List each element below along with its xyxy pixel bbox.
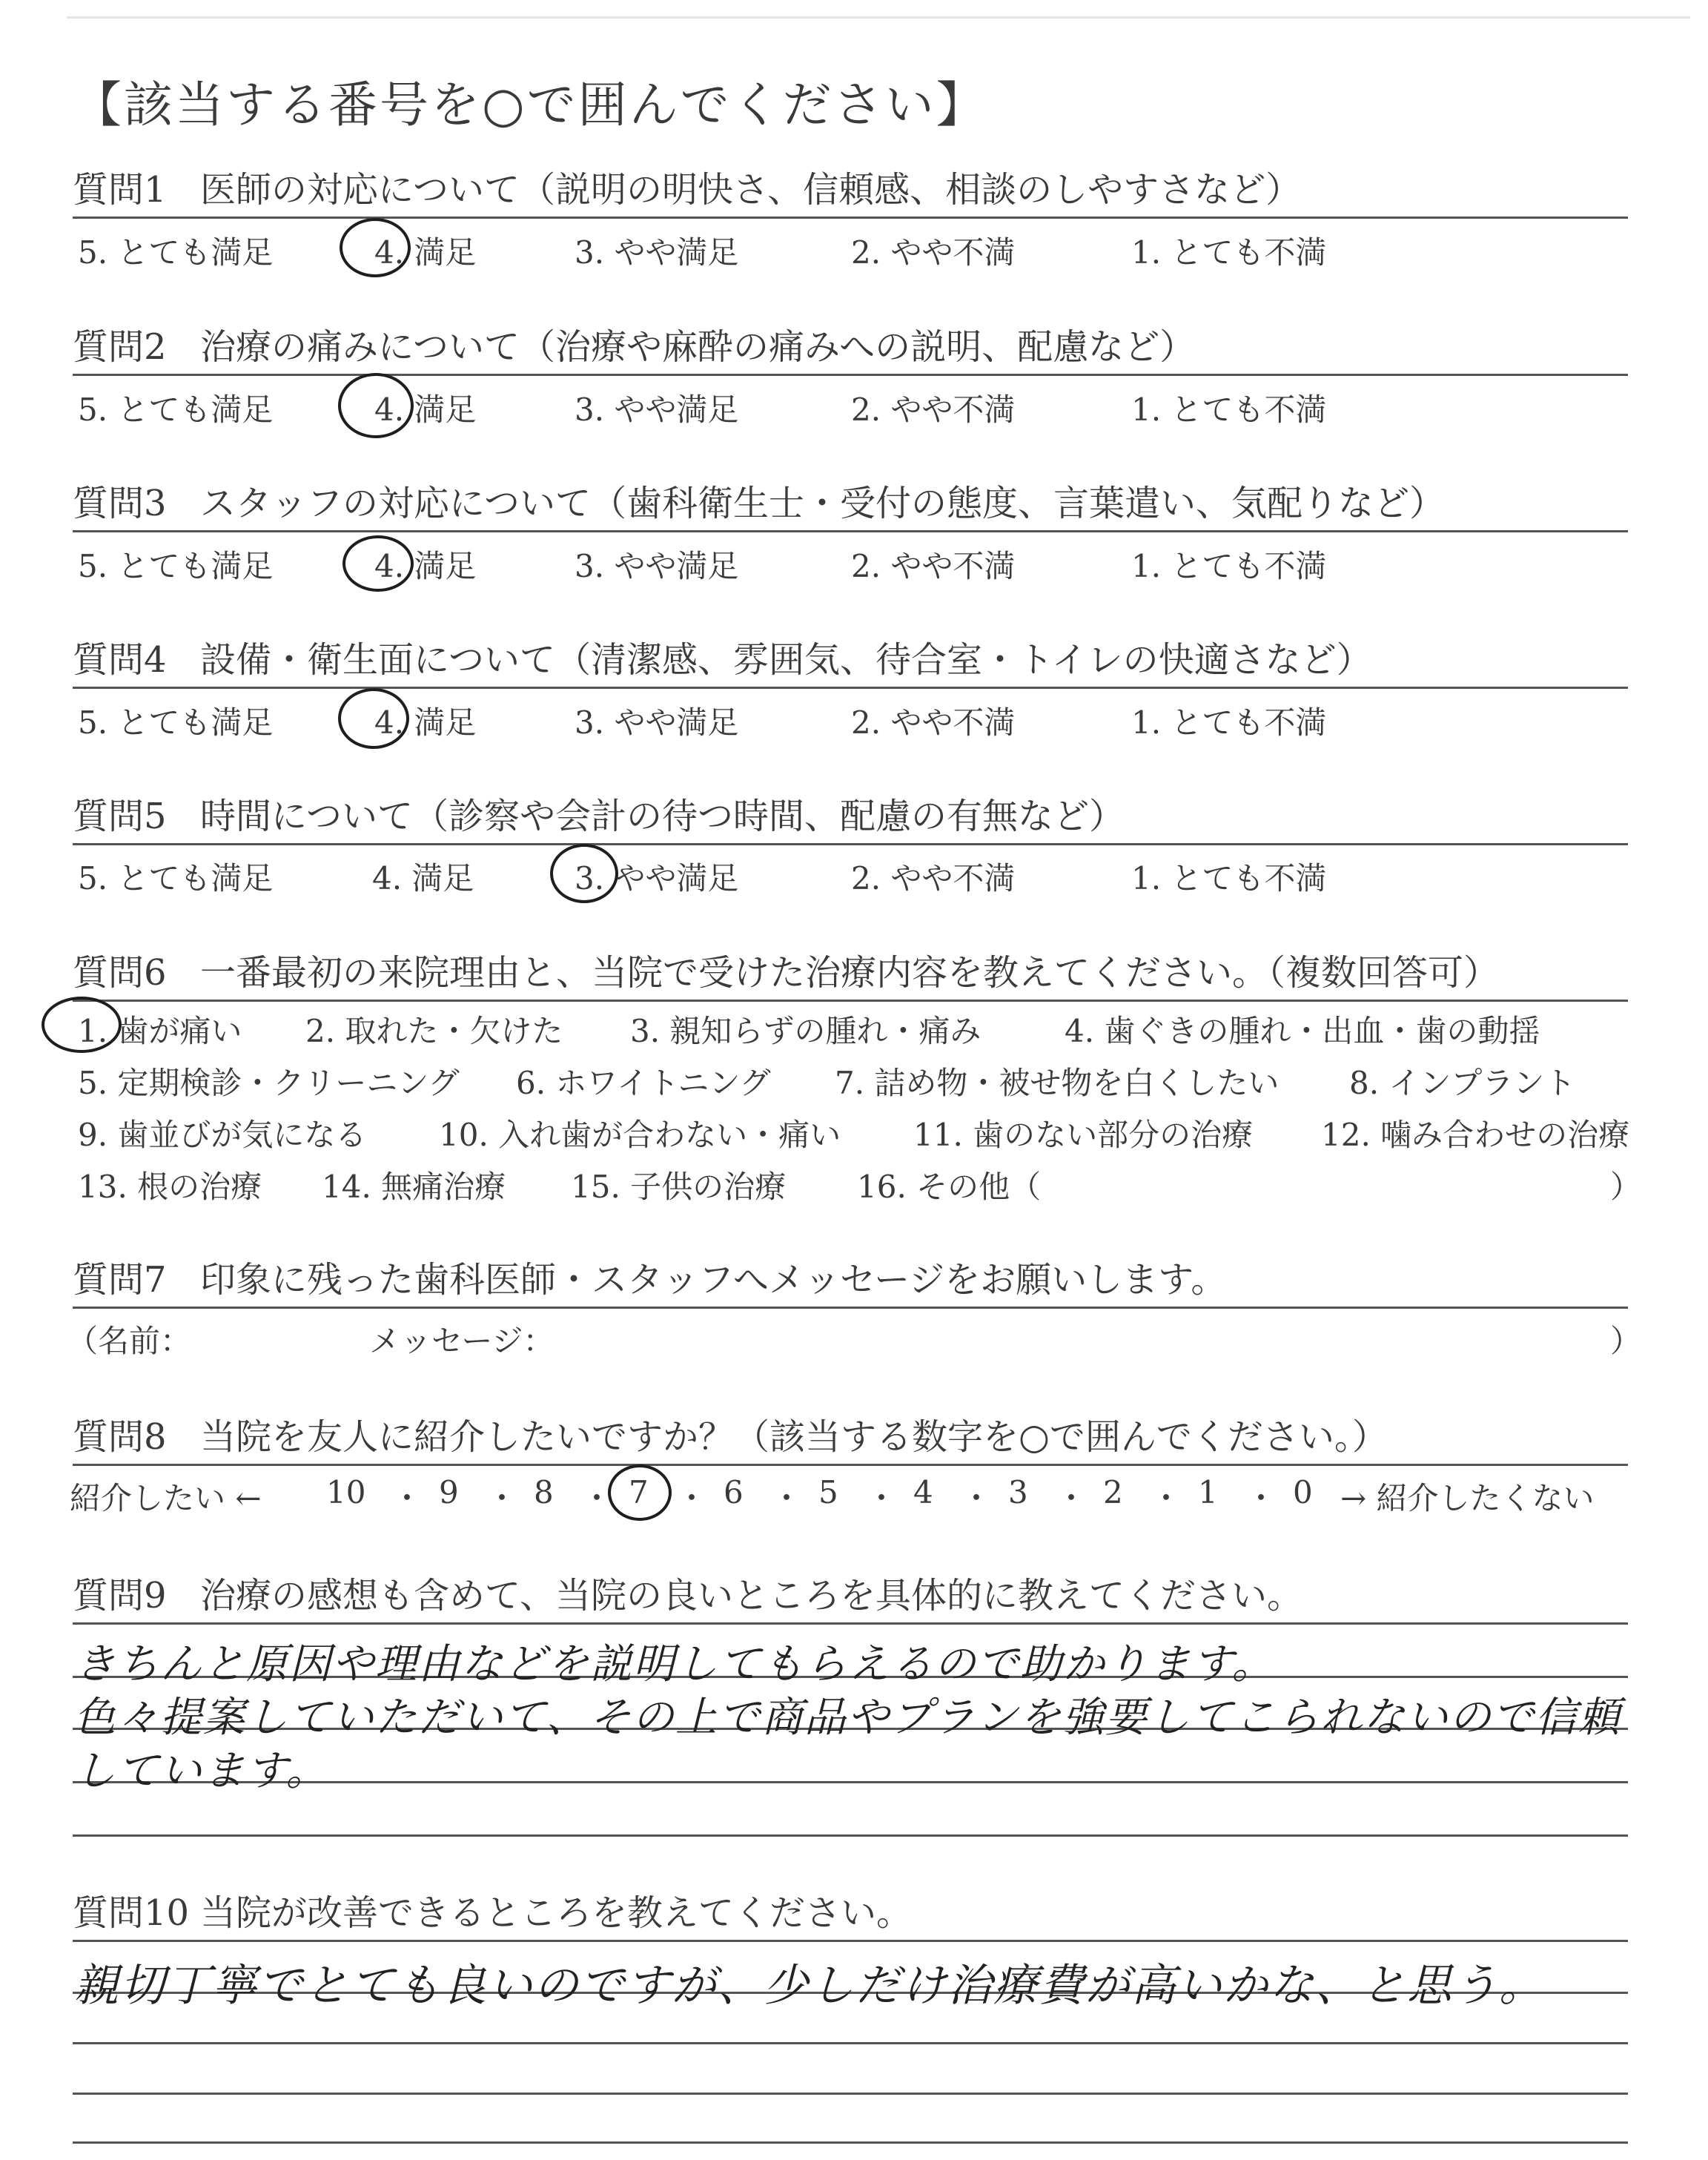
- answer-line: [73, 1834, 1628, 1837]
- question-label: 質問3: [73, 483, 167, 524]
- scale-7[interactable]: 7: [629, 1474, 649, 1510]
- option-3[interactable]: 3. やや満足: [575, 234, 739, 271]
- question-text: スタッフの対応について（歯科衛生士・受付の態度、言葉遣い、気配りなど）: [200, 483, 1446, 524]
- question-label: 質問2: [73, 326, 167, 368]
- question-label: 質問5: [73, 796, 167, 837]
- option-3[interactable]: 3. やや満足: [575, 704, 739, 741]
- option-q6-4[interactable]: 4. 歯ぐきの腫れ・出血・歯の動揺: [1065, 1013, 1540, 1049]
- question-10: [73, 1879, 1628, 1942]
- answer-line: [73, 2093, 1628, 2095]
- option-5[interactable]: 5. とても満足: [78, 860, 274, 896]
- scale-separator: ・: [866, 1480, 898, 1516]
- question-text: 印象に残った歯科医師・スタッフへメッセージをお願いします。: [200, 1259, 1227, 1301]
- question-text: 時間について（診察や会計の待つ時間、配慮の有無など）: [200, 796, 1125, 837]
- scale-6[interactable]: 6: [724, 1474, 744, 1510]
- option-2[interactable]: 2. やや不満: [851, 392, 1016, 428]
- option-q6-11[interactable]: 11. 歯のない部分の治療: [913, 1117, 1254, 1153]
- scale-2[interactable]: 2: [1103, 1474, 1123, 1510]
- option-q6-14[interactable]: 14. 無痛治療: [322, 1169, 506, 1205]
- question-2: [73, 313, 1628, 376]
- option-q6-6[interactable]: 6. ホワイトニング: [516, 1065, 771, 1101]
- question-text: 当院が改善できるところを教えてください。: [200, 1892, 913, 1934]
- selection-circle: [338, 373, 414, 438]
- selection-circle: [42, 997, 122, 1053]
- question-label: 質問9: [73, 1575, 167, 1616]
- option-2[interactable]: 2. やや不満: [851, 704, 1016, 741]
- question-text: 設備・衛生面について（清潔感、雰囲気、待合室・トイレの快適さなど）: [200, 639, 1372, 681]
- message-field-label: メッセージ：: [369, 1323, 555, 1359]
- handwritten-answer-line: しています。: [74, 1747, 329, 1795]
- option-q6-10[interactable]: 10. 入れ歯が合わない・痛い: [439, 1117, 841, 1153]
- selection-circle: [342, 535, 414, 592]
- option-q6-8[interactable]: 8. インプラント: [1349, 1065, 1576, 1101]
- close-paren: ）: [1610, 1169, 1642, 1205]
- question-5: [73, 782, 1628, 845]
- selection-circle: [338, 688, 409, 749]
- option-4[interactable]: 4. 満足: [372, 860, 474, 896]
- question-text: 治療の痛みについて（治療や麻酔の痛みへの説明、配慮など）: [200, 326, 1196, 368]
- option-4[interactable]: 4. 満足: [374, 704, 477, 741]
- selection-circle: [608, 1464, 672, 1521]
- question-text: 一番最初の来院理由と、当院で受けた治療内容を教えてください。（複数回答可）: [200, 952, 1500, 994]
- scale-separator: ・: [961, 1480, 993, 1516]
- scale-separator: ・: [486, 1480, 518, 1516]
- selection-circle: [550, 844, 618, 903]
- question-6: [73, 939, 1628, 1002]
- question-label: 質問8: [73, 1416, 167, 1458]
- question-9: [73, 1562, 1628, 1625]
- option-q6-16[interactable]: 16. その他（: [857, 1169, 1042, 1205]
- handwritten-answer-line: 親切丁寧でとても良いのですが、少しだけ治療費が高いかな、と思う。: [74, 1960, 1545, 2012]
- option-q6-7[interactable]: 7. 詰め物・被せ物を白くしたい: [835, 1065, 1280, 1101]
- question-text: 治療の感想も含めて、当院の良いところを具体的に教えてください。: [200, 1575, 1303, 1616]
- scale-separator: ・: [391, 1480, 423, 1516]
- scale-separator: ・: [581, 1480, 613, 1516]
- question-3: [73, 469, 1628, 532]
- option-3[interactable]: 3. やや満足: [575, 548, 739, 584]
- option-4[interactable]: 4. 満足: [374, 392, 477, 428]
- recommend-left-label: 紹介したい ←: [70, 1480, 262, 1516]
- option-q6-1[interactable]: 1. 歯が痛い: [78, 1013, 242, 1049]
- option-3[interactable]: 3. やや満足: [575, 860, 739, 896]
- scale-1[interactable]: 1: [1198, 1474, 1218, 1510]
- question-label: 質問7: [73, 1259, 167, 1301]
- option-4[interactable]: 4. 満足: [374, 548, 477, 584]
- option-q6-13[interactable]: 13. 根の治療: [78, 1169, 262, 1205]
- option-5[interactable]: 5. とても満足: [78, 704, 274, 741]
- option-q6-3[interactable]: 3. 親知らずの腫れ・痛み: [630, 1013, 982, 1049]
- option-1[interactable]: 1. とても不満: [1131, 392, 1327, 428]
- scale-0[interactable]: 0: [1293, 1474, 1313, 1510]
- scale-separator: ・: [1151, 1480, 1182, 1516]
- option-4[interactable]: 4. 満足: [374, 234, 477, 271]
- scale-4[interactable]: 4: [913, 1474, 933, 1510]
- option-1[interactable]: 1. とても不満: [1131, 234, 1327, 271]
- recommend-right-label: → 紹介したくない: [1340, 1480, 1595, 1516]
- scale-9[interactable]: 9: [439, 1474, 459, 1510]
- option-q6-5[interactable]: 5. 定期検診・クリーニング: [78, 1065, 460, 1101]
- question-label: 質問6: [73, 952, 167, 994]
- option-3[interactable]: 3. やや満足: [575, 392, 739, 428]
- option-1[interactable]: 1. とても不満: [1131, 704, 1327, 741]
- option-1[interactable]: 1. とても不満: [1131, 548, 1327, 584]
- option-5[interactable]: 5. とても満足: [78, 548, 274, 584]
- question-text: 医師の対応について（説明の明快さ、信頼感、相談のしやすさなど）: [200, 169, 1302, 211]
- option-5[interactable]: 5. とても満足: [78, 234, 274, 271]
- scale-8[interactable]: 8: [534, 1474, 554, 1510]
- question-1: [73, 156, 1628, 219]
- name-field-label: （名前：: [67, 1323, 192, 1359]
- handwritten-answer-line: 色々提案していただいて、その上で商品やプランを強要してこられないので信頼: [74, 1694, 1621, 1742]
- question-label: 質問10: [73, 1892, 190, 1934]
- option-2[interactable]: 2. やや不満: [851, 234, 1016, 271]
- question-label: 質問1: [73, 169, 167, 211]
- handwritten-answer-line: きちんと原因や理由などを説明してもらえるので助かります。: [74, 1640, 1275, 1688]
- selection-circle: [340, 218, 411, 277]
- scale-5[interactable]: 5: [818, 1474, 838, 1510]
- scale-separator: ・: [1056, 1480, 1088, 1516]
- answer-line: [73, 2141, 1628, 2144]
- option-2[interactable]: 2. やや不満: [851, 548, 1016, 584]
- scale-separator: ・: [771, 1480, 803, 1516]
- option-q6-2[interactable]: 2. 取れた・欠けた: [305, 1013, 563, 1049]
- option-q6-12[interactable]: 12. 噛み合わせの治療: [1321, 1117, 1630, 1153]
- close-paren: ）: [1610, 1323, 1642, 1359]
- question-text: 当院を友人に紹介したいですか？（該当する数字を○で囲んでください。）: [200, 1416, 1388, 1458]
- question-7: [73, 1246, 1628, 1309]
- answer-line: [73, 2042, 1628, 2044]
- page-title: 【該当する番号を○で囲んでください】: [73, 76, 987, 133]
- option-5[interactable]: 5. とても満足: [78, 392, 274, 428]
- question-label: 質問4: [73, 639, 167, 681]
- option-q6-9[interactable]: 9. 歯並びが気になる: [78, 1117, 367, 1153]
- scale-3[interactable]: 3: [1008, 1474, 1028, 1510]
- question-8: [73, 1403, 1628, 1466]
- scale-separator: ・: [1245, 1480, 1277, 1516]
- scale-10[interactable]: 10: [326, 1474, 366, 1510]
- question-4: [73, 626, 1628, 689]
- option-2[interactable]: 2. やや不満: [851, 860, 1016, 896]
- scale-separator: ・: [676, 1480, 708, 1516]
- option-q6-15[interactable]: 15. 子供の治療: [571, 1169, 787, 1205]
- top-edge-line: [67, 16, 1690, 19]
- option-1[interactable]: 1. とても不満: [1131, 860, 1327, 896]
